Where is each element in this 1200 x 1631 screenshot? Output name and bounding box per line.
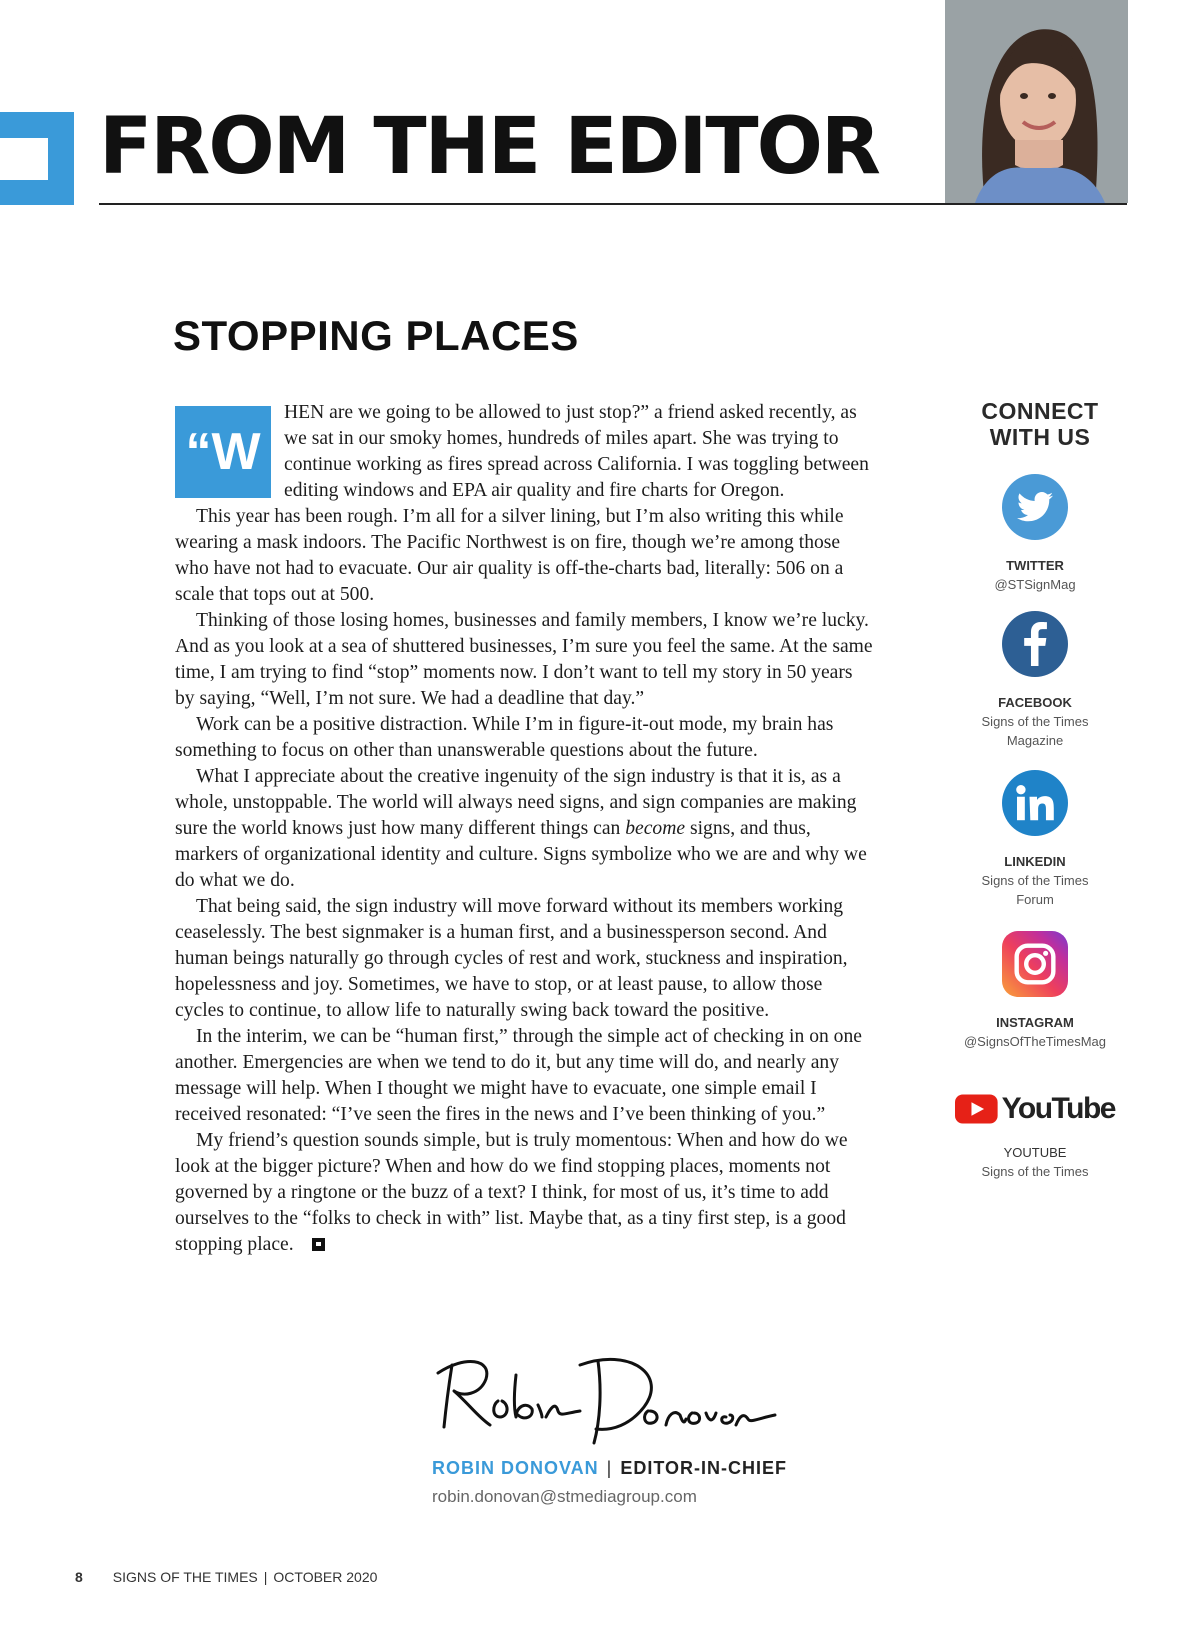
paragraph-text: HEN are we going to be allowed to just stop?” a friend asked recently, as we sat in our smoky homes, hundreds of miles apart. She was trying to continue working as fires spread across California. I was toggling between editing windows and EPA air quality and fire charts for Oregon. bbox=[284, 402, 869, 501]
page-number: 8 bbox=[75, 1569, 83, 1585]
emphasized-word: become bbox=[625, 818, 686, 839]
footer-separator: | bbox=[263, 1569, 268, 1585]
article-paragraph: Thinking of those losing homes, businesses and family members, I know we’re lucky. And as you look at a sea of shuttered businesses, I’m sure you feel the same. At the same time, I am trying to find “stop” moments now. I don’t want to tell my story in 50 years by saying, “Well, I’m not sure. We had a deadline that day.” bbox=[175, 610, 873, 709]
social-name: TWITTER bbox=[1006, 558, 1064, 573]
social-handle: Signs of the Times bbox=[981, 714, 1089, 729]
instagram-camera-icon[interactable] bbox=[1002, 931, 1068, 997]
author-name: ROBIN DONOVAN bbox=[432, 1458, 599, 1478]
page-footer bbox=[75, 1569, 377, 1585]
social-handle: Signs of the Times bbox=[981, 873, 1089, 888]
article-headline: STOPPING PLACES bbox=[173, 312, 579, 359]
social-handle: @STSignMag bbox=[994, 577, 1076, 592]
drop-cap: “W bbox=[175, 406, 271, 498]
article-body bbox=[175, 400, 875, 1258]
paragraph-text: My friend’s question sounds simple, but is truly momentous: When and how do we look at the bigger picture? When and how do we find stopping places, moments not governed by a ringtone or the buzz of a text? I think, for most of us, it’s time to add ourselves to the “folks to check in with” list. Maybe that, as a tiny first step, is a good stopping place. bbox=[175, 1130, 848, 1255]
social-instagram[interactable] bbox=[955, 931, 1115, 1051]
editor-portrait bbox=[945, 0, 1128, 203]
handwritten-signature bbox=[430, 1345, 780, 1450]
facebook-f-icon[interactable] bbox=[1002, 611, 1068, 677]
article-paragraph: This year has been rough. I’m all for a silver lining, but I’m also writing this while wearing a mask indoors. The Pacific Northwest is on fire, though we’re among those who have not had to evacuate. Our air quality is off-the-charts bad, literally: 506 on a scale that tops out at 500. bbox=[175, 506, 844, 605]
linkedin-in-icon[interactable] bbox=[1002, 770, 1068, 836]
author-byline bbox=[432, 1458, 787, 1479]
social-name: INSTAGRAM bbox=[996, 1015, 1074, 1030]
facebook-f-glyph bbox=[1022, 622, 1048, 666]
article-paragraph: That being said, the sign industry will move forward without its members working ceaselessly. The best signmaker is a human first, and a businessperson second. And human beings naturally go through cycles of rest and work, stuckness and inspiration, hopelessness and joy. Sometimes, we have to stop, or at least pause, to allow those cycles to continue, to allow life to naturally swing back toward the positive. bbox=[175, 896, 848, 1021]
article-paragraph: In the interim, we can be “human first,” through the simple act of checking in on one another. Emergencies are when we tend to do it, but any time will do, and nearly any message will help. When I thought we might have to evacuate, one simple email I received resonated: “I’ve seen the fires in the news and I’ve been thinking of you.” bbox=[175, 1026, 862, 1125]
youtube-wordmark: YouTube bbox=[1001, 1092, 1115, 1125]
editor-portrait-illustration bbox=[945, 0, 1128, 203]
social-handle: @SignsOfTheTimesMag bbox=[963, 1034, 1107, 1049]
social-youtube[interactable] bbox=[955, 1089, 1115, 1181]
twitter-bird-icon[interactable] bbox=[1002, 474, 1068, 540]
byline-separator: | bbox=[606, 1458, 613, 1478]
issue-date: OCTOBER 2020 bbox=[273, 1569, 378, 1585]
social-name: FACEBOOK bbox=[998, 695, 1072, 710]
social-name: LINKEDIN bbox=[1004, 854, 1066, 869]
publication-name: SIGNS OF THE TIMES bbox=[112, 1569, 258, 1585]
connect-heading-line: WITH US bbox=[989, 424, 1091, 450]
social-twitter[interactable] bbox=[955, 474, 1115, 594]
article-paragraph bbox=[175, 764, 875, 894]
end-of-article-icon bbox=[312, 1238, 325, 1251]
connect-heading bbox=[960, 398, 1120, 450]
social-facebook[interactable] bbox=[955, 611, 1115, 750]
editor-signature bbox=[430, 1345, 780, 1455]
social-name: YOUTUBE bbox=[1003, 1145, 1067, 1160]
twitter-bird-glyph bbox=[1017, 492, 1053, 522]
article-paragraph: Work can be a positive distraction. While I’m in figure-it-out mode, my brain has something to focus on other than unanswerable questions about the future. bbox=[175, 714, 834, 761]
social-handle: Signs of the Times bbox=[981, 1164, 1089, 1179]
header-divider bbox=[99, 203, 1127, 205]
linkedin-in-glyph bbox=[1016, 785, 1054, 821]
author-role: EDITOR-IN-CHIEF bbox=[620, 1458, 788, 1478]
instagram-camera-glyph bbox=[1013, 942, 1057, 986]
paragraph-text: What I appreciate about the creative ingenuity of the sign industry is that it is, as a whole, unstoppable. The world will always need signs, and sign companies are making sure the world knows just how many different things can bbox=[175, 766, 857, 839]
color-block-notch bbox=[0, 138, 48, 180]
social-linkedin[interactable] bbox=[955, 770, 1115, 909]
author-email[interactable]: robin.donovan@stmediagroup.com bbox=[432, 1487, 697, 1506]
social-handle: Forum bbox=[1016, 892, 1054, 907]
article-paragraph bbox=[175, 400, 875, 504]
youtube-logo[interactable] bbox=[955, 1089, 1115, 1129]
article-paragraph bbox=[175, 1128, 875, 1258]
section-color-block bbox=[0, 112, 74, 205]
section-title: FROM THE EDITOR bbox=[99, 102, 879, 192]
social-handle: Magazine bbox=[1006, 733, 1064, 748]
paragraph-text: signs, and thus, markers of organizational identity and culture. Signs symbolize who we are and why we do what we do. bbox=[175, 818, 867, 891]
connect-heading-line: CONNECT bbox=[981, 398, 1099, 424]
youtube-play-icon bbox=[955, 1094, 998, 1124]
